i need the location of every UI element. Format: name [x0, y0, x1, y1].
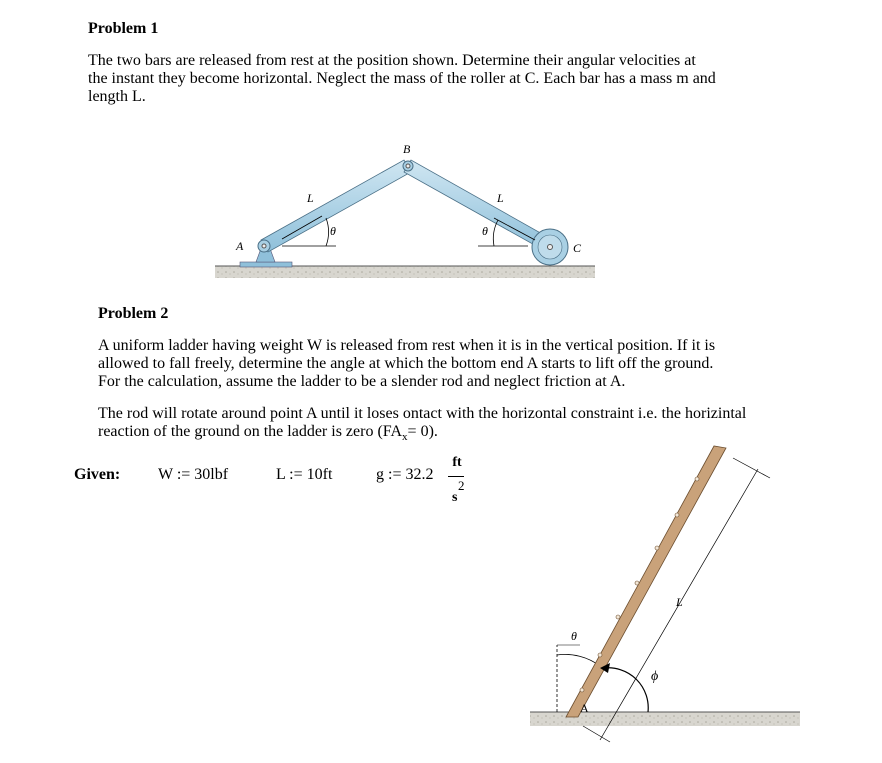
g-unit-exponent: 2 — [458, 478, 465, 493]
ladder — [566, 446, 726, 717]
g-unit-denominator: s — [452, 490, 458, 505]
problem2-text — [98, 337, 715, 391]
label-A: A — [236, 239, 244, 253]
label-phi: ϕ — [651, 669, 659, 684]
label-theta: θ — [330, 224, 336, 238]
label-theta: θ — [482, 224, 488, 238]
given-L: L := 10ft — [276, 466, 333, 483]
fraction-bar — [448, 476, 464, 477]
text-line: the instant they become horizontal. Neglect the mass of the roller at C. Each bar has a mass m and — [88, 70, 716, 87]
text-line — [98, 423, 746, 446]
problem2-note — [98, 405, 746, 446]
text-line: For the calculation, assume the ladder to be a slender rod and neglect friction at A. — [98, 373, 626, 390]
label-theta: θ — [571, 629, 577, 643]
text-segment: = 0). — [407, 423, 438, 440]
given-g: g := 32.2 — [376, 466, 434, 483]
problem2-title: Problem 2 — [98, 305, 169, 322]
text-line: A uniform ladder having weight W is released from rest when it is in the vertical position. If it is — [98, 337, 716, 354]
text-line: The two bars are released from rest at the position shown. Determine their angular velocities at — [88, 52, 696, 69]
text-segment: reaction of the ground on the ladder is zero (FA — [98, 423, 403, 440]
g-unit-numerator: ft — [452, 455, 462, 470]
label-B: B — [403, 142, 411, 156]
subscript: x — [402, 431, 408, 444]
text-line: allowed to fall freely, determine the angle at which the bottom end A starts to lift off the ground. — [98, 355, 714, 372]
text-line: The rod will rotate around point A until it loses ontact with the horizontal constraint i.e. the horizintal — [98, 405, 747, 422]
given-label: Given: — [74, 466, 121, 483]
label-L: L — [676, 595, 683, 609]
given-W: W := 30lbf — [158, 466, 229, 483]
text-line: length L. — [88, 88, 146, 105]
label-L: L — [307, 191, 314, 205]
bar-BC — [404, 160, 553, 252]
label-C: C — [573, 241, 582, 255]
problem1-title: Problem 1 — [88, 20, 159, 37]
ground — [215, 266, 595, 278]
label-A: A — [580, 701, 589, 715]
label-L: L — [497, 191, 504, 205]
